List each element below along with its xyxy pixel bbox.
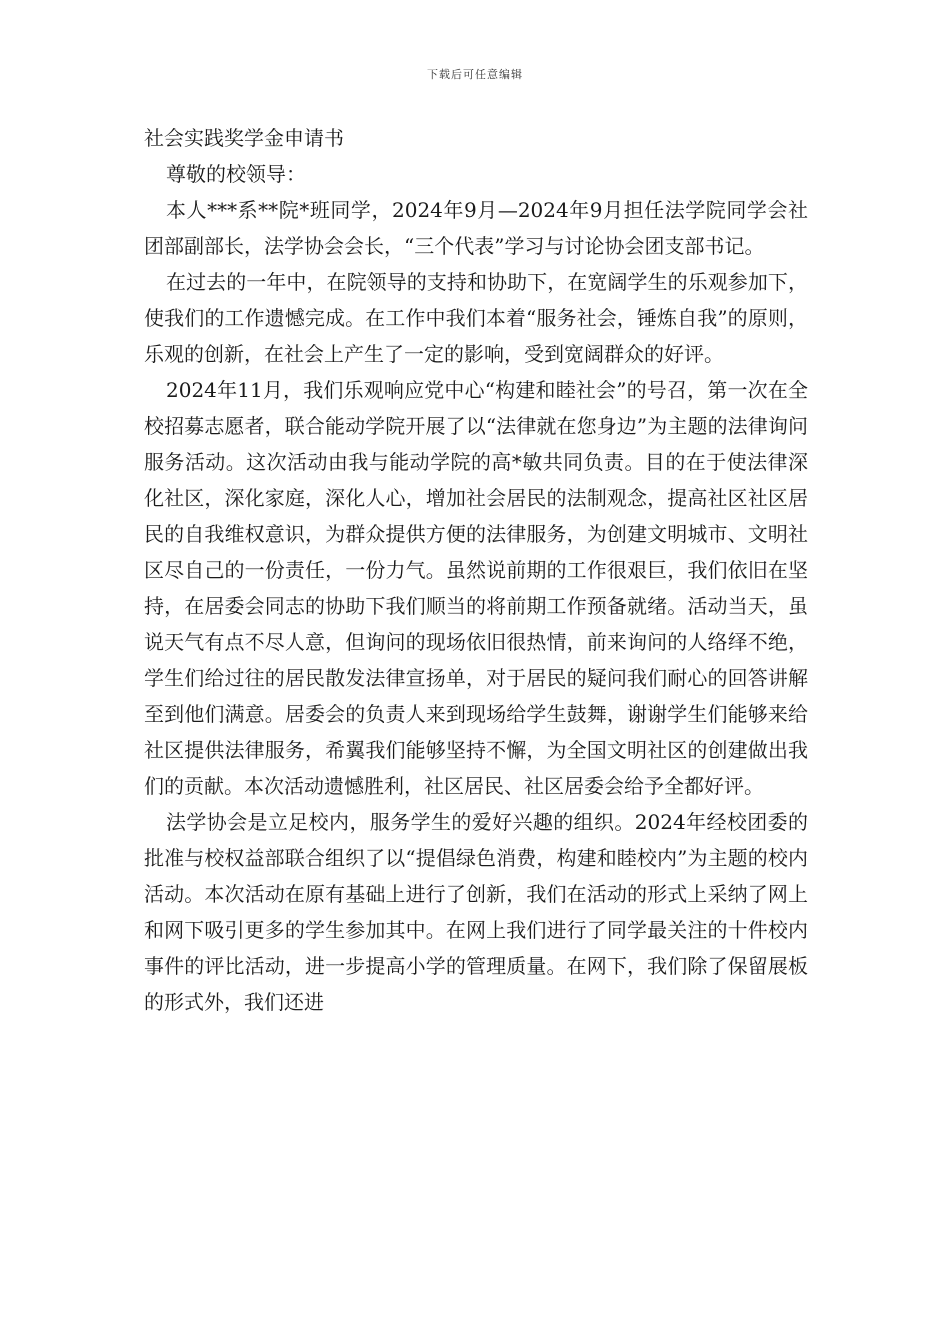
paragraph-3: 2024年11月，我们乐观响应党中心“构建和睦社会”的号召，第一次在全校招募志愿者，联合能动学院开展了以“法律就在您身边”为主题的法律询问服务活动。这次活动由我与能动学院的高*敏共同负责。目的在于使法律深化社区，深化家庭，深化人心，增加社会居民的法制观念，提高社区社区居民的自我维权意识，为群众提供方便的法律服务，为创建文明城市、文明社区尽自己的一份责任，一份力气。虽然说前期的工作很艰巨，我们依旧在坚持，在居委会同志的协助下我们顺当的将前期工作预备就绪。活动当天，虽说天气有点不尽人意，但询问的现场依旧很热情，前来询问的人络绎不绝，学生们给过往的居民散发法律宣扬单，对于居民的疑问我们耐心的回答讲解至到他们满意。居委会的负责人来到现场给学生鼓舞，谢谢学生们能够来给社区提供法律服务，希翼我们能够坚持不懈，为全国文明社区的创建做出我们的贡献。本次活动遗憾胜利，社区居民、社区居委会给予全都好评。 (144, 378, 808, 798)
paragraph-4: 法学协会是立足校内，服务学生的爱好兴趣的组织。2024年经校团委的批准与校权益部联合组织了以“提倡绿色消费，构建和睦校内”为主题的校内活动。本次活动在原有基础上进行了创新，我们在活动的形式上采纳了网上和网下吸引更多的学生参加其中。在网上我们进行了同学最关注的十件校内事件的评比活动，进一步提高小学的管理质量。在网下，我们除了保留展板的形式外，我们还进 (144, 810, 808, 1014)
document-title: 社会实践奖学金申请书 (144, 126, 344, 150)
document-body (144, 120, 808, 1020)
paragraph-1: 本人***系**院*班同学，2024年9月—2024年9月担任法学院同学会社团部副部长，法学协会会长，“三个代表”学习与讨论协会团支部书记。 (144, 198, 808, 258)
page-header-note: 下载后可任意编辑 (427, 68, 523, 81)
greeting-line: 尊敬的校领导： (166, 162, 306, 186)
paragraph-2: 在过去的一年中，在院领导的支持和协助下，在宽阔学生的乐观参加下，使我们的工作遗憾完成。在工作中我们本着“服务社会，锤炼自我”的原则，乐观的创新，在社会上产生了一定的影响，受到宽阔群众的好评。 (144, 270, 808, 366)
